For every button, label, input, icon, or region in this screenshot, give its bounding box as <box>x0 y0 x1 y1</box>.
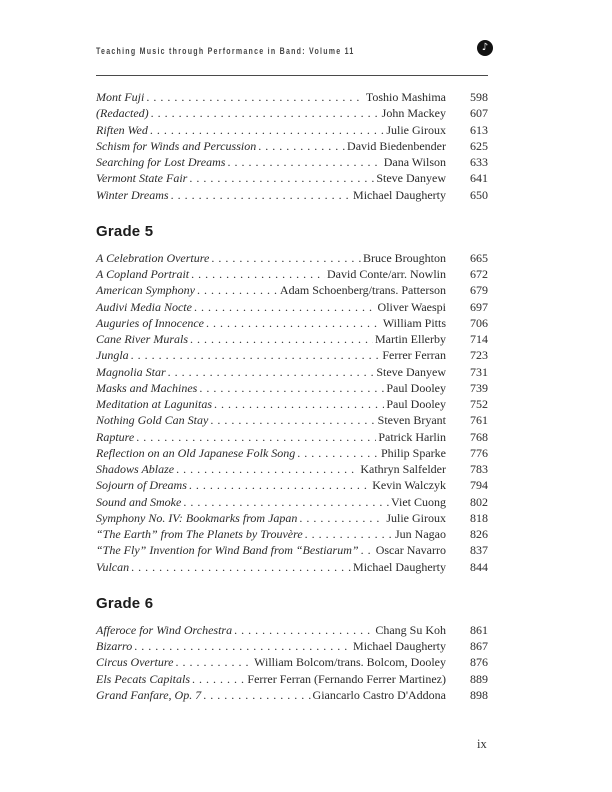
toc-entry-row <box>96 494 488 510</box>
piece-title: Els Pecats Capitals <box>96 671 190 686</box>
entry-page-number: 598 <box>470 90 488 104</box>
dot-leader <box>168 364 375 380</box>
dot-leader <box>197 282 278 298</box>
piece-title: Shadows Ablaze <box>96 462 175 476</box>
piece-title: Magnolia Star <box>96 364 166 379</box>
toc-entry-row <box>96 347 488 363</box>
composer-name: Philip Sparke <box>381 445 446 460</box>
treble-clef-icon: ♪ <box>481 42 489 53</box>
composer-name: Michael Daugherty <box>353 639 446 653</box>
entry-page-number: 783 <box>470 462 488 476</box>
dot-leader <box>299 510 384 526</box>
piece-title: Rapture <box>96 429 135 444</box>
toc-entry-row <box>96 250 488 266</box>
composer-name: Kevin Walczyk <box>372 478 446 493</box>
entry-page-number: 613 <box>470 122 488 137</box>
dot-leader <box>189 170 374 186</box>
toc-entry-row <box>96 299 488 315</box>
toc-entry-row <box>96 138 488 154</box>
entry-page-number: 826 <box>470 527 488 541</box>
dot-leader <box>214 396 384 412</box>
entry-page-number: 731 <box>470 364 488 379</box>
piece-title: Sound and Smoke <box>96 494 182 509</box>
toc-entry-row <box>96 445 488 461</box>
piece-title: Afferoce for Wind Orchestra <box>96 622 233 637</box>
toc-entry-row <box>96 559 488 575</box>
dot-leader <box>176 461 358 477</box>
entry-page-number: 706 <box>470 315 488 330</box>
piece-title: Vulcan <box>96 559 130 574</box>
entry-page-number: 776 <box>470 445 488 460</box>
toc-entry-row <box>96 122 488 138</box>
dot-leader <box>192 671 245 687</box>
dot-leader <box>151 105 380 121</box>
piece-title: Searching for Lost Dreams <box>96 155 226 169</box>
entry-page-number: 625 <box>470 138 488 153</box>
entry-page-number: 867 <box>470 639 488 653</box>
composer-name: Adam Schoenberg/trans. Patterson <box>279 283 446 298</box>
composer-name: Paul Dooley <box>386 380 446 395</box>
toc-entry-row <box>96 429 488 445</box>
composer-name: Paul Dooley <box>386 397 446 411</box>
toc-rows <box>96 89 488 203</box>
toc-entry-row <box>96 687 488 703</box>
dot-leader <box>136 429 376 445</box>
composer-name: Steve Danyew <box>376 364 446 379</box>
toc-entry-row <box>96 282 488 298</box>
grade-heading: Grade 6 <box>96 594 154 612</box>
dot-leader <box>134 638 351 654</box>
toc-entry-row <box>96 622 488 638</box>
running-head <box>96 41 488 76</box>
dot-leader <box>199 380 384 396</box>
composer-name: Viet Cuong <box>391 494 446 509</box>
grade-heading: Grade 5 <box>96 222 154 240</box>
piece-title: Circus Overture <box>96 655 174 670</box>
composer-name: David Biedenbender <box>347 138 446 153</box>
entry-page-number: 844 <box>470 559 488 574</box>
entry-page-number: 641 <box>470 171 488 186</box>
entry-page-number: 672 <box>470 267 488 281</box>
folio-page-number: ix <box>477 737 487 751</box>
composer-name: Michael Daugherty <box>353 559 446 574</box>
entry-page-number: 898 <box>470 687 488 702</box>
entry-page-number: 679 <box>470 283 488 298</box>
toc-entry-row <box>96 461 488 477</box>
piece-title: Cane River Murals <box>96 332 188 346</box>
entry-page-number: 861 <box>470 622 488 637</box>
composer-name: Julie Giroux <box>386 122 446 137</box>
dot-leader <box>191 266 325 282</box>
piece-title: Meditation at Lagunitas <box>96 397 213 411</box>
entry-page-number: 802 <box>470 494 488 509</box>
piece-title: Auguries of Innocence <box>96 315 204 330</box>
toc <box>96 89 488 703</box>
composer-name: Jun Nagao <box>395 527 446 541</box>
composer-name: Steven Bryant <box>377 413 446 428</box>
piece-title: Schism for Winds and Percussion <box>96 138 257 153</box>
publisher-logo <box>477 40 493 56</box>
composer-name: Michael Daugherty <box>353 187 446 202</box>
dot-leader <box>171 187 351 203</box>
entry-page-number: 876 <box>470 655 488 670</box>
entry-page-number: 768 <box>470 429 488 444</box>
toc-entry-row <box>96 396 488 412</box>
toc-section <box>96 595 488 703</box>
composer-name: William Pitts <box>382 315 446 330</box>
toc-entry-row <box>96 331 488 347</box>
dot-leader <box>305 526 393 542</box>
dot-leader <box>258 138 345 154</box>
toc-entry-row <box>96 170 488 186</box>
piece-title: Vermont State Fair <box>96 171 188 186</box>
toc-entry-row <box>96 671 488 687</box>
piece-title: Riften Wed <box>96 122 148 137</box>
composer-name: David Conte/arr. Nowlin <box>327 267 446 281</box>
dot-leader <box>210 412 375 428</box>
composer-name: Giancarlo Castro D'Addona <box>312 687 446 702</box>
piece-title: A Celebration Overture <box>96 250 210 265</box>
piece-title: Masks and Machines <box>96 380 198 395</box>
piece-title: A Copland Portrait <box>96 267 190 281</box>
entry-page-number: 837 <box>470 543 488 558</box>
piece-title: Symphony No. IV: Bookmarks from Japan <box>96 510 298 525</box>
dot-leader <box>190 331 373 347</box>
composer-name: William Bolcom/trans. Bolcom, Dooley <box>254 655 446 670</box>
piece-title: Jungla <box>96 348 129 363</box>
dot-leader <box>234 622 373 638</box>
piece-title: “The Fly” Invention for Wind Band from “Bestiarum” <box>96 543 359 558</box>
dot-leader <box>131 347 381 363</box>
toc-entry-row <box>96 154 488 170</box>
composer-name: John Mackey <box>381 106 446 121</box>
piece-title: “The Earth” from The Planets by Trouvère <box>96 527 303 541</box>
piece-title: Bizarro <box>96 639 133 653</box>
composer-name: Chang Su Koh <box>375 622 446 637</box>
composer-name: Ferrer Ferran (Fernando Ferrer Martinez) <box>247 671 446 686</box>
page-content <box>96 41 488 703</box>
entry-page-number: 761 <box>470 413 488 428</box>
piece-title: Grand Fanfare, Op. 7 <box>96 687 202 702</box>
dot-leader <box>150 122 384 138</box>
piece-title: Reflection on an Old Japanese Folk Song <box>96 445 296 460</box>
dot-leader <box>183 494 389 510</box>
dot-leader <box>206 315 381 331</box>
piece-title: American Symphony <box>96 283 195 298</box>
dot-leader <box>194 299 376 315</box>
dot-leader <box>227 154 381 170</box>
composer-name: Oliver Waespi <box>377 299 446 314</box>
toc-entry-row <box>96 380 488 396</box>
dot-leader <box>146 89 364 105</box>
entry-page-number: 752 <box>470 397 488 411</box>
dot-leader <box>211 250 361 266</box>
toc-rows <box>96 250 488 575</box>
piece-title: Winter Dreams <box>96 187 169 202</box>
toc-entry-row <box>96 654 488 670</box>
toc-entry-row <box>96 412 488 428</box>
entry-page-number: 818 <box>470 510 488 525</box>
piece-title: Nothing Gold Can Stay <box>96 413 209 428</box>
entry-page-number: 650 <box>470 187 488 202</box>
piece-title: Mont Fuji <box>96 90 145 104</box>
toc-entry-row <box>96 638 488 654</box>
entry-page-number: 607 <box>470 106 488 121</box>
dot-leader <box>131 559 351 575</box>
toc-entry-row <box>96 510 488 526</box>
composer-name: Martin Ellerby <box>375 332 446 346</box>
entry-page-number: 889 <box>470 671 488 686</box>
composer-name: Kathryn Salfelder <box>360 462 446 476</box>
dot-leader <box>189 477 370 493</box>
dot-leader <box>175 654 252 670</box>
toc-entry-row <box>96 542 488 558</box>
dot-leader <box>203 687 310 703</box>
composer-name: Oscar Navarro <box>375 543 446 558</box>
composer-name: Patrick Harlin <box>378 429 446 444</box>
toc-entry-row <box>96 477 488 493</box>
entry-page-number: 697 <box>470 299 488 314</box>
entry-page-number: 794 <box>470 478 488 493</box>
composer-name: Ferrer Ferran <box>382 348 446 363</box>
piece-title: Audivi Media Nocte <box>96 299 192 314</box>
entry-page-number: 633 <box>470 155 488 169</box>
toc-rows <box>96 622 488 703</box>
entry-page-number: 723 <box>470 348 488 363</box>
toc-entry-row <box>96 266 488 282</box>
running-head-title: Teaching Music through Performance in Band: Volume 11 <box>96 46 355 57</box>
dot-leader <box>297 445 379 461</box>
composer-name: Dana Wilson <box>383 155 446 169</box>
entry-page-number: 714 <box>470 332 488 346</box>
toc-section <box>96 223 488 575</box>
toc-entry-row <box>96 105 488 121</box>
toc-entry-row <box>96 315 488 331</box>
toc-entry-row <box>96 89 488 105</box>
toc-section <box>96 89 488 203</box>
piece-title: (Redacted) <box>96 106 149 121</box>
composer-name: Toshio Mashima <box>365 90 446 104</box>
composer-name: Julie Giroux <box>386 510 446 525</box>
toc-entry-row <box>96 187 488 203</box>
piece-title: Sojourn of Dreams <box>96 478 187 493</box>
entry-page-number: 665 <box>470 250 488 265</box>
toc-entry-row <box>96 526 488 542</box>
dot-leader <box>361 542 374 558</box>
composer-name: Bruce Broughton <box>363 250 446 265</box>
entry-page-number: 739 <box>470 380 488 395</box>
toc-entry-row <box>96 364 488 380</box>
composer-name: Steve Danyew <box>376 171 446 186</box>
